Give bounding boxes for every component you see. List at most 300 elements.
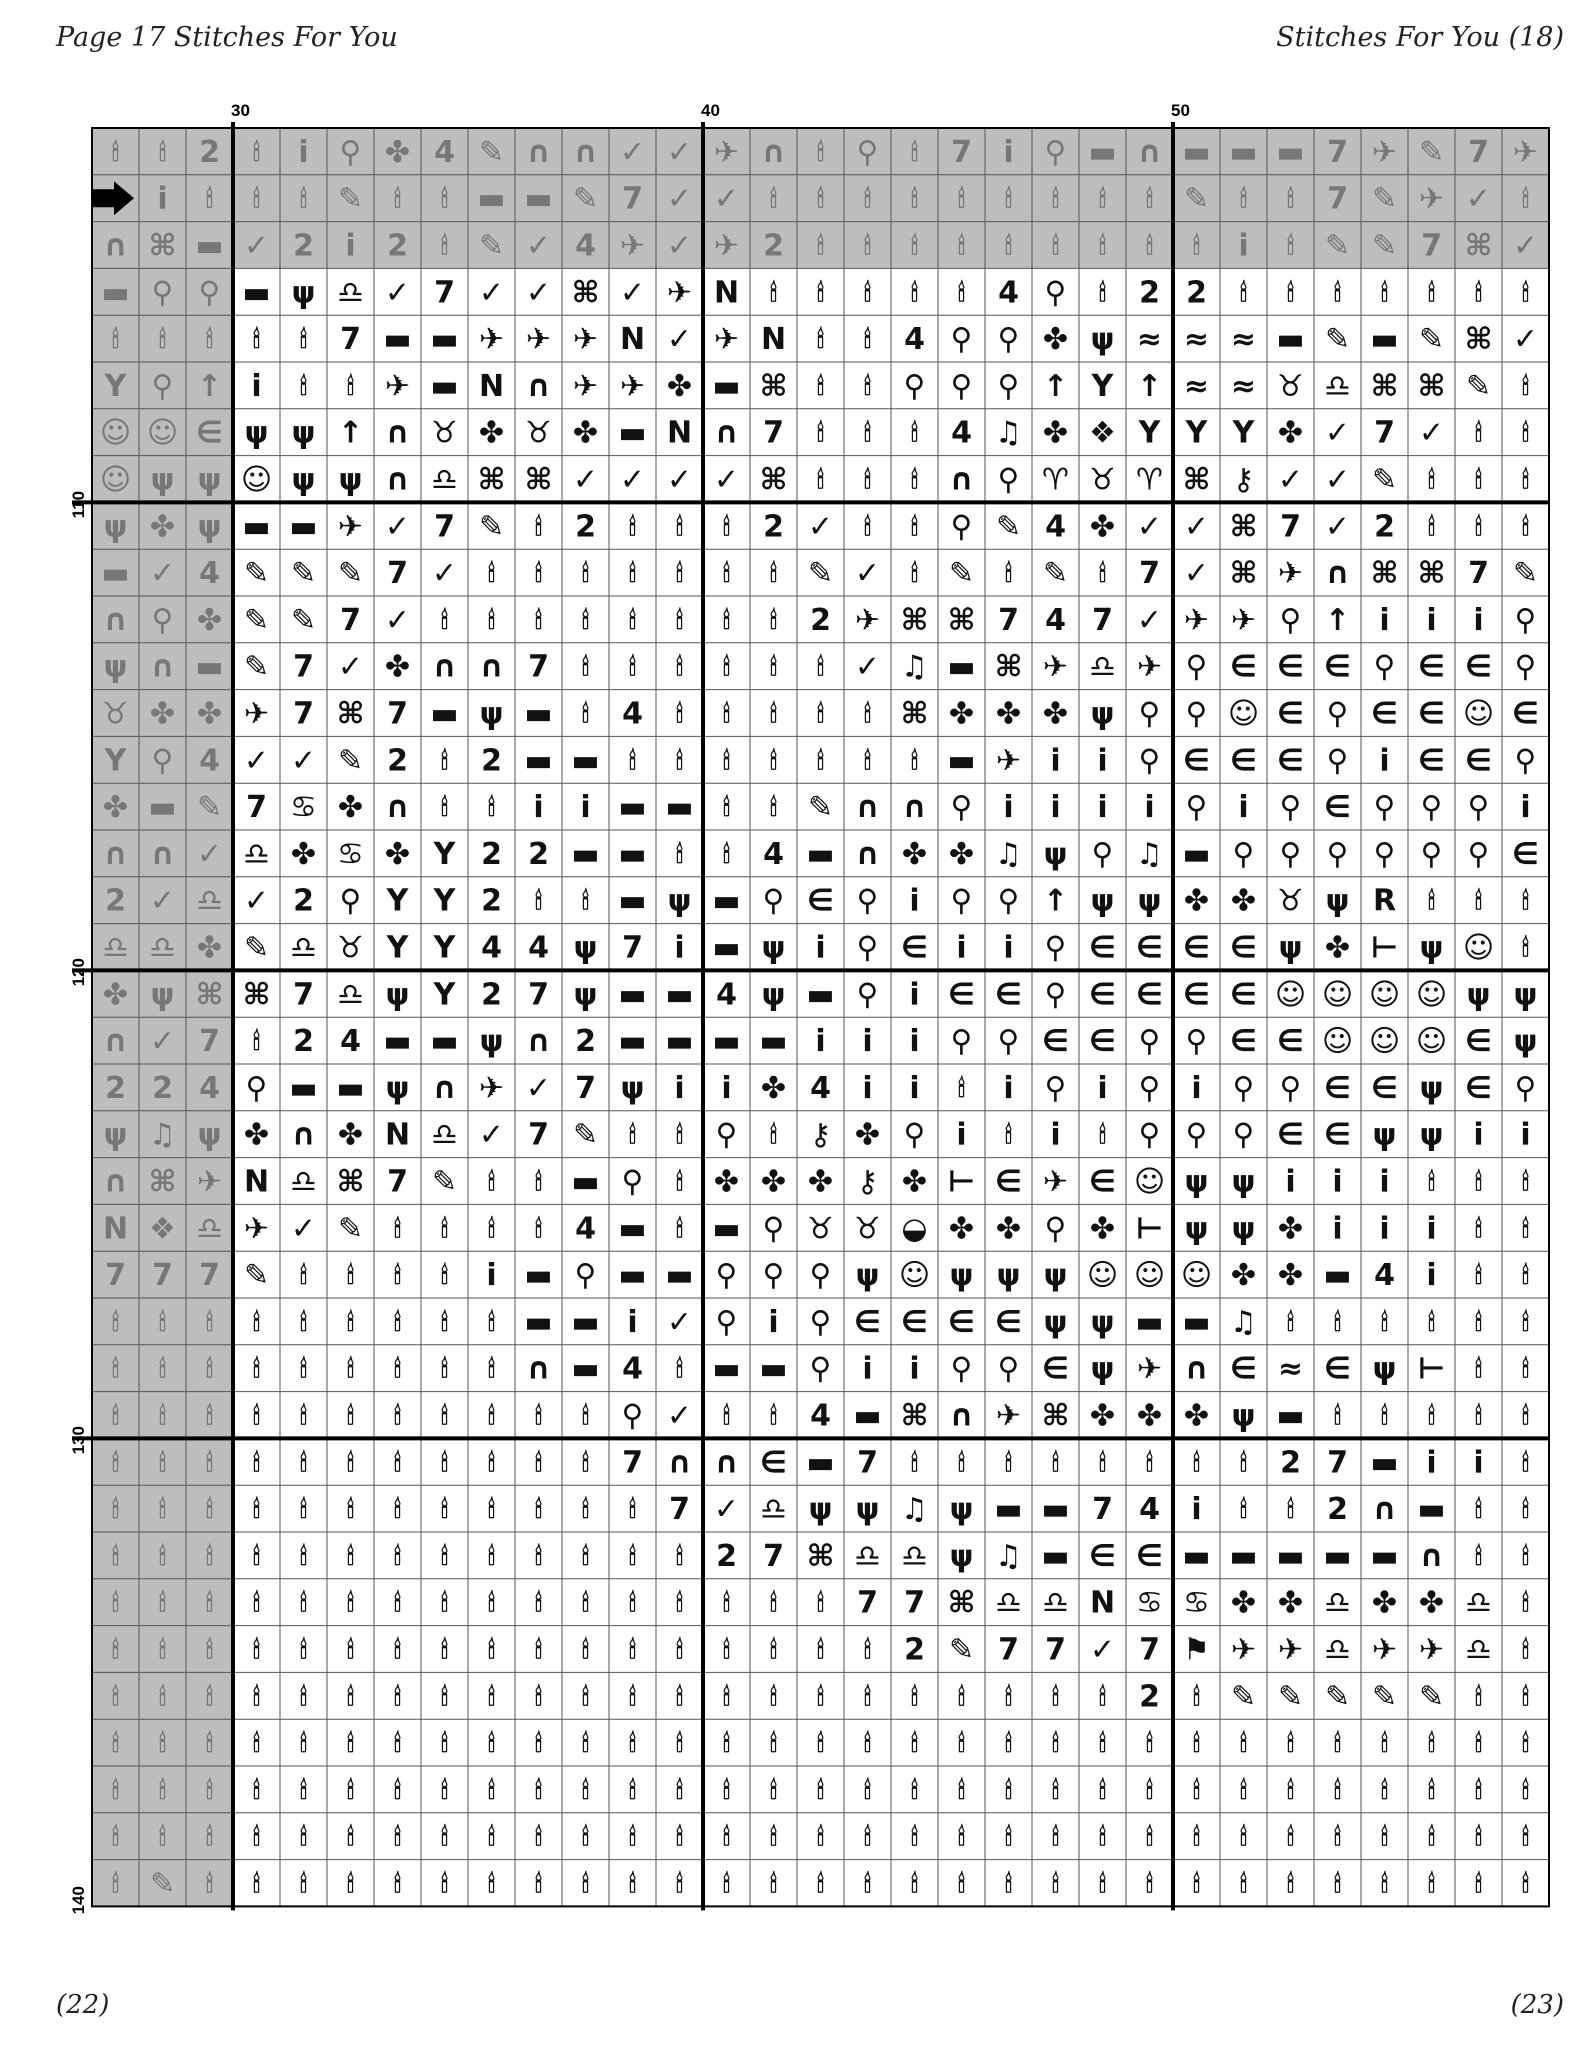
stitch-symbol: N — [384, 1117, 411, 1153]
stitch-symbol: 🕯 — [441, 1448, 448, 1477]
stitch-symbol: ∈ — [1136, 1538, 1163, 1574]
stitch-symbol: 🕯 — [582, 1682, 589, 1711]
stitch-symbol: ✤ — [290, 836, 317, 872]
stitch-symbol: ♎ — [1042, 1585, 1069, 1621]
stitch-symbol: 2 — [575, 1024, 596, 1060]
stitch-symbol: ✓ — [1136, 509, 1163, 545]
stitch-symbol: 🕯 — [535, 512, 542, 541]
stitch-symbol: Y — [104, 743, 127, 779]
stitch-symbol: 🕯 — [1287, 185, 1294, 214]
stitch-symbol: ψ — [1090, 1351, 1115, 1387]
stitch-symbol: ψ — [1513, 977, 1538, 1013]
stitch-symbol: ⚲ — [809, 1304, 832, 1340]
stitch-symbol: 🕯 — [347, 1682, 354, 1711]
stitch-symbol: ▬ — [242, 509, 271, 545]
stitch-symbol: ✤ — [572, 415, 599, 451]
stitch-symbol: 🕯 — [582, 1870, 589, 1898]
stitch-symbol: 🕯 — [676, 700, 683, 728]
stitch-symbol: ✈ — [1136, 1351, 1163, 1387]
stitch-symbol: 🕯 — [676, 1214, 683, 1243]
stitch-symbol: ⚲ — [151, 602, 174, 638]
stitch-symbol: ▬ — [806, 1445, 835, 1481]
stitch-symbol: ψ — [1137, 883, 1162, 919]
stitch-symbol: N — [713, 275, 740, 311]
stitch-symbol: ✈ — [619, 228, 646, 264]
stitch-symbol: ψ — [949, 1538, 974, 1574]
stitch-symbol: 🕯 — [817, 372, 824, 401]
stitch-symbol: ♎ — [1089, 649, 1116, 685]
stitch-symbol: ∈ — [1324, 1117, 1351, 1153]
stitch-symbol: ⌘ — [1229, 509, 1258, 545]
stitch-symbol: 🕯 — [300, 1682, 307, 1711]
stitch-symbol: 🕯 — [441, 232, 448, 260]
stitch-symbol: i — [862, 1024, 873, 1060]
stitch-symbol: i — [862, 1351, 873, 1387]
stitch-symbol: ⚲ — [950, 1024, 973, 1060]
stitch-symbol: 🕯 — [770, 1682, 777, 1711]
stitch-symbol: 🕯 — [488, 1636, 495, 1664]
stitch-symbol: ✎ — [243, 602, 270, 638]
stitch-symbol: 🕯 — [300, 1636, 307, 1664]
stitch-symbol: i — [674, 1070, 685, 1106]
stitch-symbol: 🕯 — [206, 1636, 213, 1664]
stitch-symbol: ψ — [103, 649, 128, 685]
stitch-symbol: ♎ — [1324, 368, 1351, 404]
stitch-symbol: ✤ — [948, 836, 975, 872]
stitch-symbol: 7 — [528, 649, 549, 685]
stitch-symbol: ⚲ — [1326, 743, 1349, 779]
stitch-symbol: ✓ — [666, 134, 693, 170]
stitch-symbol: ✎ — [290, 556, 317, 592]
stitch-symbol: 🕯 — [582, 1729, 589, 1758]
stitch-symbol: 🕯 — [253, 138, 260, 167]
stitch-symbol: 🕯 — [1099, 1121, 1106, 1150]
stitch-symbol: ♫ — [149, 1117, 176, 1153]
stitch-symbol: i — [486, 1258, 497, 1294]
stitch-symbol: 🕯 — [770, 1636, 777, 1664]
stitch-symbol: i — [909, 977, 920, 1013]
stitch-symbol: N — [243, 1164, 270, 1200]
stitch-symbol: 🕯 — [1099, 1729, 1106, 1758]
stitch-symbol: ⚲ — [1326, 696, 1349, 732]
stitch-symbol: 🕯 — [1146, 1870, 1153, 1898]
stitch-symbol: ▬ — [101, 275, 130, 311]
stitch-symbol: 🕯 — [1522, 1168, 1529, 1196]
stitch-symbol: ✓ — [525, 1070, 552, 1106]
stitch-symbol: ▬ — [1135, 1304, 1164, 1340]
stitch-symbol: 🕯 — [1099, 1448, 1106, 1477]
stitch-symbol: ▬ — [524, 1304, 553, 1340]
stitch-symbol: 🕯 — [676, 1776, 683, 1805]
stitch-symbol: ↑ — [1324, 602, 1351, 638]
stitch-symbol: 🕯 — [112, 1870, 119, 1898]
stitch-symbol: ▬ — [1276, 1538, 1305, 1574]
stitch-symbol: ⌘ — [947, 602, 976, 638]
stitch-symbol: ∈ — [995, 1304, 1022, 1340]
stitch-symbol: ⚑ — [1183, 1632, 1210, 1668]
stitch-symbol: 🕯 — [535, 1776, 542, 1805]
stitch-symbol: 🕯 — [1287, 1495, 1294, 1524]
stitch-symbol: 🕯 — [1193, 232, 1200, 260]
stitch-symbol: ψ — [1372, 1351, 1397, 1387]
stitch-symbol: 🕯 — [206, 1542, 213, 1571]
stitch-symbol: 🕯 — [911, 1682, 918, 1711]
stitch-symbol: 🕯 — [112, 1448, 119, 1477]
stitch-symbol: ∈ — [1371, 696, 1398, 732]
stitch-symbol: 🕯 — [112, 1355, 119, 1384]
stitch-symbol: ☺ — [898, 1258, 931, 1294]
stitch-symbol: 🕯 — [817, 1682, 824, 1711]
stitch-symbol: ∩ — [526, 1024, 551, 1060]
stitch-symbol: ✈ — [1042, 649, 1069, 685]
stitch-symbol: 🕯 — [864, 1776, 871, 1805]
stitch-symbol: 🕯 — [347, 1636, 354, 1664]
stitch-symbol: 🕯 — [488, 606, 495, 635]
stitch-symbol: 🕯 — [488, 1168, 495, 1196]
stitch-symbol: 🕯 — [1287, 1776, 1294, 1805]
stitch-symbol: 🕯 — [441, 793, 448, 822]
stitch-symbol: 7 — [340, 322, 361, 358]
stitch-symbol: 4 — [1045, 602, 1066, 638]
stitch-symbol: 🕯 — [1052, 1870, 1059, 1898]
stitch-symbol: 🕯 — [394, 1308, 401, 1337]
stitch-symbol: ▬ — [1323, 1258, 1352, 1294]
stitch-symbol: 4 — [199, 743, 220, 779]
stitch-symbol: ♫ — [1230, 1304, 1257, 1340]
stitch-symbol: i — [1379, 743, 1390, 779]
stitch-symbol: ⚲ — [245, 1070, 268, 1106]
stitch-symbol: ⚲ — [198, 275, 221, 311]
stitch-symbol: 🕯 — [535, 1495, 542, 1524]
stitch-symbol: 🕯 — [253, 1636, 260, 1664]
stitch-symbol: 🕯 — [582, 1776, 589, 1805]
stitch-symbol: i — [909, 1024, 920, 1060]
stitch-symbol: i — [1520, 1117, 1531, 1153]
stitch-symbol: ⚲ — [1467, 790, 1490, 826]
stitch-symbol: ⌘ — [759, 462, 788, 498]
stitch-symbol: 🕯 — [817, 138, 824, 167]
stitch-symbol: ▬ — [1276, 134, 1305, 170]
stitch-symbol: i — [345, 228, 356, 264]
stitch-symbol: ψ — [479, 1024, 504, 1060]
stitch-symbol: ☺ — [1227, 696, 1260, 732]
stitch-symbol: 🕯 — [1475, 1355, 1482, 1384]
stitch-symbol: 2 — [199, 134, 220, 170]
stitch-symbol: 🕯 — [347, 372, 354, 401]
stitch-symbol: 🕯 — [488, 1776, 495, 1805]
stitch-symbol: 🕯 — [488, 1308, 495, 1337]
stitch-symbol: ⚲ — [1514, 649, 1537, 685]
stitch-symbol: ⚲ — [1138, 743, 1161, 779]
stitch-symbol: 🕯 — [347, 1261, 354, 1290]
stitch-symbol: ∩ — [385, 462, 410, 498]
stitch-symbol: ▬ — [759, 1024, 788, 1060]
stitch-symbol: ♈ — [1042, 462, 1069, 498]
stitch-symbol: 🕯 — [1428, 1308, 1435, 1337]
stitch-symbol: ⚲ — [1044, 977, 1067, 1013]
stitch-symbol: ψ — [197, 462, 222, 498]
stitch-symbol: 🕯 — [629, 1121, 636, 1150]
stitch-symbol: 🕯 — [723, 606, 730, 635]
stitch-symbol: i — [1473, 602, 1484, 638]
stitch-symbol: i — [251, 368, 262, 404]
stitch-symbol: ☺ — [1368, 977, 1401, 1013]
stitch-symbol: i — [1238, 790, 1249, 826]
stitch-symbol: ✓ — [149, 883, 176, 919]
stitch-symbol: 🕯 — [770, 1870, 777, 1898]
stitch-symbol: ∈ — [1465, 649, 1492, 685]
stitch-symbol: 🕯 — [488, 1589, 495, 1618]
stitch-symbol: 🕯 — [770, 1823, 777, 1852]
stitch-symbol: ☺ — [99, 462, 132, 498]
stitch-symbol: 🕯 — [441, 1261, 448, 1290]
stitch-symbol: 7 — [1421, 228, 1442, 264]
stitch-symbol: ⌘ — [947, 1585, 976, 1621]
stitch-symbol: 🕯 — [300, 1448, 307, 1477]
stitch-symbol: ⚲ — [1185, 1117, 1208, 1153]
stitch-symbol: 🕯 — [112, 1402, 119, 1430]
stitch-symbol: ▬ — [994, 1492, 1023, 1528]
stitch-symbol: ▬ — [1229, 1538, 1258, 1574]
stitch-symbol: N — [478, 368, 505, 404]
stitch-symbol: ♫ — [995, 836, 1022, 872]
stitch-symbol: 🕯 — [300, 372, 307, 401]
stitch-symbol: 🕯 — [394, 1495, 401, 1524]
stitch-symbol: ✎ — [1465, 368, 1492, 404]
stitch-symbol: ❖ — [1089, 415, 1116, 451]
stitch-symbol: 🕯 — [1522, 372, 1529, 401]
stitch-symbol: ψ — [197, 1117, 222, 1153]
stitch-symbol: ∩ — [761, 134, 786, 170]
stitch-symbol: ♉ — [1277, 368, 1304, 404]
stitch-symbol: 2 — [387, 743, 408, 779]
stitch-symbol: 🕯 — [159, 325, 166, 354]
stitch-symbol: 🕯 — [347, 1402, 354, 1430]
stitch-symbol: ✈ — [478, 322, 505, 358]
stitch-symbol: 🕯 — [1052, 185, 1059, 214]
stitch-symbol: ⌘ — [759, 368, 788, 404]
stitch-symbol: 7 — [904, 1585, 925, 1621]
stitch-symbol: 🕯 — [629, 746, 636, 775]
stitch-symbol: ♫ — [901, 649, 928, 685]
stitch-symbol: i — [1520, 790, 1531, 826]
stitch-symbol: ✈ — [572, 368, 599, 404]
stitch-symbol: ✓ — [666, 462, 693, 498]
stitch-symbol: ✤ — [1136, 1398, 1163, 1434]
stitch-symbol: ☺ — [99, 415, 132, 451]
stitch-symbol: 🕯 — [817, 419, 824, 448]
stitch-symbol: 🕯 — [535, 1870, 542, 1898]
stitch-symbol: ⚲ — [809, 1351, 832, 1387]
stitch-symbol: 🕯 — [723, 1682, 730, 1711]
stitch-symbol: 🕯 — [441, 1214, 448, 1243]
stitch-symbol: 🕯 — [1475, 1495, 1482, 1524]
stitch-symbol: ∩ — [526, 1351, 551, 1387]
stitch-symbol: ⌘ — [336, 1164, 365, 1200]
stitch-symbol: 🕯 — [159, 1682, 166, 1711]
stitch-symbol: ☺ — [1086, 1258, 1119, 1294]
stitch-symbol: 🕯 — [629, 1495, 636, 1524]
stitch-symbol: ✤ — [1183, 883, 1210, 919]
stitch-symbol: ⚲ — [950, 883, 973, 919]
stitch-symbol: ⌘ — [242, 977, 271, 1013]
stitch-symbol: ⚲ — [1185, 696, 1208, 732]
stitch-symbol: 🕯 — [1193, 1823, 1200, 1852]
stitch-symbol: ✓ — [713, 181, 740, 217]
stitch-symbol: 🕯 — [629, 1729, 636, 1758]
stitch-symbol: 2 — [575, 509, 596, 545]
stitch-symbol: ⚲ — [1514, 743, 1537, 779]
stitch-symbol: 🕯 — [1475, 887, 1482, 916]
stitch-symbol: ✓ — [1465, 181, 1492, 217]
stitch-symbol: ♉ — [102, 696, 129, 732]
stitch-symbol: 🕯 — [1475, 1308, 1482, 1337]
stitch-symbol: ▬ — [1182, 836, 1211, 872]
stitch-symbol: ⚲ — [151, 368, 174, 404]
stitch-symbol: 🕯 — [723, 1776, 730, 1805]
stitch-symbol: 🕯 — [300, 1495, 307, 1524]
stitch-symbol: 🕯 — [911, 1729, 918, 1758]
stitch-symbol: 🕯 — [958, 1776, 965, 1805]
stitch-symbol: ▬ — [665, 1258, 694, 1294]
stitch-symbol: 🕯 — [911, 1776, 918, 1805]
stitch-symbol: ⌘ — [1182, 462, 1211, 498]
stitch-symbol: ⌘ — [806, 1538, 835, 1574]
stitch-symbol: 2 — [293, 1024, 314, 1060]
stitch-symbol: ✎ — [337, 743, 364, 779]
stitch-symbol: ↑ — [196, 368, 223, 404]
stitch-symbol: ⌘ — [994, 649, 1023, 685]
stitch-symbol: 7 — [1327, 1445, 1348, 1481]
stitch-symbol: ⚲ — [1420, 836, 1443, 872]
stitch-symbol: 🕯 — [112, 1542, 119, 1571]
stitch-symbol: ▬ — [712, 1211, 741, 1247]
stitch-symbol: 2 — [293, 883, 314, 919]
stitch-symbol: 🕯 — [1428, 466, 1435, 494]
stitch-symbol: ▬ — [618, 415, 647, 451]
stitch-symbol: 🕯 — [1052, 1682, 1059, 1711]
stitch-symbol: 🕯 — [582, 1823, 589, 1852]
stitch-symbol: 🕯 — [1005, 1729, 1012, 1758]
stitch-symbol: 🕯 — [1146, 1776, 1153, 1805]
stitch-symbol: 🕯 — [1522, 1589, 1529, 1618]
stitch-symbol: i — [956, 930, 967, 966]
stitch-symbol: 7 — [340, 602, 361, 638]
stitch-symbol: ⚲ — [1373, 649, 1396, 685]
stitch-symbol: ✓ — [666, 181, 693, 217]
stitch-symbol: 🕯 — [629, 1776, 636, 1805]
stitch-symbol: 🕯 — [1005, 1121, 1012, 1150]
stitch-symbol: 7 — [1468, 556, 1489, 592]
stitch-symbol: 7 — [199, 1258, 220, 1294]
stitch-symbol: R — [1372, 883, 1397, 919]
stitch-symbol: 🕯 — [1522, 1214, 1529, 1243]
stitch-symbol: 🕯 — [1193, 1682, 1200, 1711]
stitch-symbol: 🕯 — [347, 1823, 354, 1852]
stitch-symbol: 🕯 — [347, 1355, 354, 1384]
stitch-symbol: 🕯 — [1428, 278, 1435, 307]
stitch-symbol: ▬ — [1370, 1538, 1399, 1574]
stitch-symbol: ✎ — [1418, 1679, 1445, 1715]
stitch-symbol: ⚷ — [856, 1164, 879, 1200]
stitch-symbol: ▬ — [1370, 322, 1399, 358]
stitch-symbol: 🕯 — [1428, 1729, 1435, 1758]
stitch-symbol: ☺ — [1133, 1164, 1166, 1200]
stitch-symbol: 2 — [1139, 275, 1160, 311]
stitch-symbol: ⚲ — [1326, 836, 1349, 872]
stitch-symbol: ♎ — [1324, 1585, 1351, 1621]
stitch-symbol: ∈ — [1465, 1070, 1492, 1106]
stitch-symbol: 🕯 — [676, 606, 683, 635]
stitch-symbol: ▬ — [1182, 1304, 1211, 1340]
stitch-symbol: i — [956, 1117, 967, 1153]
stitch-symbol: 🕯 — [723, 840, 730, 869]
stitch-symbol: 🕯 — [1099, 559, 1106, 588]
stitch-symbol: 🕯 — [206, 185, 213, 214]
stitch-symbol: 🕯 — [582, 1495, 589, 1524]
stitch-symbol: ▬ — [759, 1351, 788, 1387]
stitch-symbol: Y — [104, 368, 127, 404]
stitch-symbol: 🕯 — [770, 1589, 777, 1618]
stitch-symbol: ☺ — [1180, 1258, 1213, 1294]
stitch-symbol: 🕯 — [112, 1308, 119, 1337]
stitch-symbol: 🕯 — [253, 1823, 260, 1852]
stitch-symbol: 🕯 — [864, 278, 871, 307]
stitch-symbol: ✓ — [666, 322, 693, 358]
stitch-symbol: 🕯 — [488, 1682, 495, 1711]
stitch-symbol: 🕯 — [112, 1776, 119, 1805]
stitch-symbol: 7 — [528, 977, 549, 1013]
stitch-symbol: 2 — [481, 836, 502, 872]
stitch-symbol: ψ — [244, 415, 269, 451]
stitch-symbol: 🕯 — [1475, 1542, 1482, 1571]
stitch-symbol: 🕯 — [676, 840, 683, 869]
stitch-symbol: ∈ — [901, 930, 928, 966]
stitch-symbol: 🕯 — [253, 1448, 260, 1477]
stitch-symbol: ✈ — [995, 1398, 1022, 1434]
stitch-symbol: 7 — [857, 1585, 878, 1621]
stitch-symbol: ▬ — [524, 1258, 553, 1294]
stitch-symbol: ✎ — [807, 556, 834, 592]
stitch-symbol: 2 — [387, 228, 408, 264]
stitch-symbol: i — [1050, 1117, 1061, 1153]
stitch-symbol: 2 — [481, 977, 502, 1013]
stitch-symbol: ✤ — [384, 836, 411, 872]
stitch-symbol: i — [1426, 1258, 1437, 1294]
stitch-symbol: ∩ — [432, 1070, 457, 1106]
column-label: 40 — [701, 101, 720, 120]
stitch-symbol: ♎ — [431, 1117, 458, 1153]
stitch-symbol: ⚲ — [151, 275, 174, 311]
stitch-symbol: 🕯 — [1428, 1776, 1435, 1805]
stitch-symbol: ∈ — [807, 883, 834, 919]
stitch-symbol: 🕯 — [300, 1870, 307, 1898]
stitch-symbol: Y — [433, 836, 456, 872]
stitch-symbol: i — [533, 790, 544, 826]
stitch-symbol: 7 — [1045, 1632, 1066, 1668]
stitch-symbol: ∈ — [1324, 1070, 1351, 1106]
stitch-symbol: 🕯 — [1428, 1870, 1435, 1898]
stitch-symbol: ✤ — [854, 1117, 881, 1153]
column-label: 50 — [1171, 101, 1190, 120]
stitch-symbol: 🕯 — [1005, 232, 1012, 260]
stitch-symbol: 🕯 — [206, 1870, 213, 1898]
stitch-symbol: 🕯 — [206, 1823, 213, 1852]
stitch-symbol: ψ — [1419, 1117, 1444, 1153]
stitch-symbol: ♎ — [901, 1538, 928, 1574]
stitch-symbol: 4 — [1374, 1258, 1395, 1294]
stitch-symbol: 🕯 — [582, 1542, 589, 1571]
